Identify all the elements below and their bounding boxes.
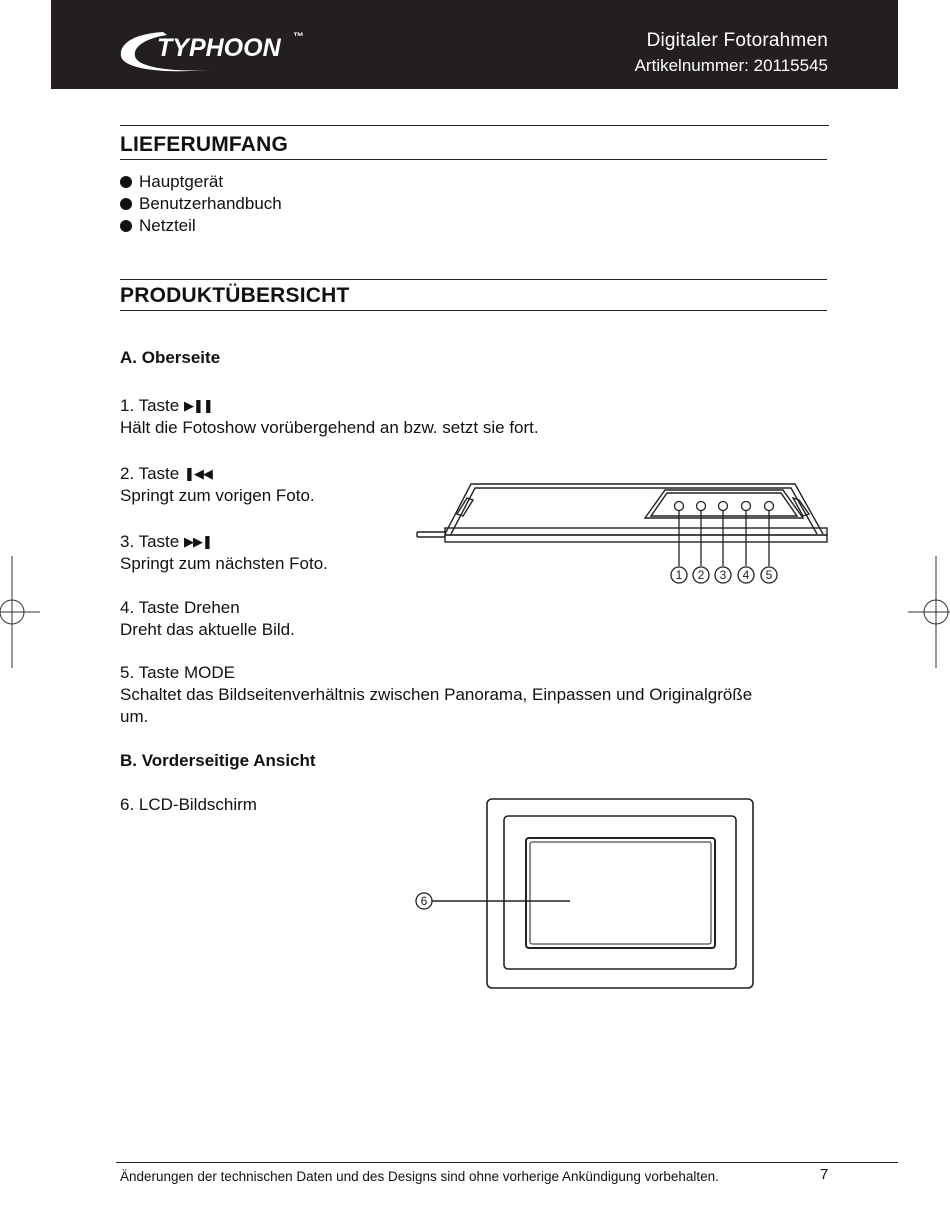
list-item: Netzteil <box>120 215 282 237</box>
item5-description: Schaltet das Bildseitenverhältnis zwischen Panorama, Einpassen und Originalgröße <box>120 685 753 704</box>
item3-description: Springt zum nächsten Foto. <box>120 554 328 573</box>
list-item: Hauptgerät <box>120 171 282 193</box>
produktuebersicht-heading: PRODUKTÜBERSICHT <box>120 284 350 307</box>
item1-description: Hält die Fotoshow vorübergehend an bzw. setzt sie fort. <box>120 418 539 437</box>
callout-3: 3 <box>719 568 727 582</box>
registration-mark-left <box>0 556 40 668</box>
front-view-diagram <box>412 796 758 992</box>
callout-2: 2 <box>697 568 705 582</box>
registration-mark-right <box>908 556 950 668</box>
item2-title: 2. Taste ❚◀◀ <box>120 464 212 483</box>
previous-icon: ❚◀◀ <box>183 466 212 481</box>
top-view-diagram <box>415 478 835 588</box>
item4-description: Dreht das aktuelle Bild. <box>120 620 295 639</box>
page-number: 7 <box>820 1166 829 1183</box>
item1-title: 1. Taste ▶❚❚ <box>120 396 213 415</box>
item6-title: 6. LCD-Bildschirm <box>120 795 257 814</box>
footer-rule <box>116 1162 898 1163</box>
next-icon: ▶▶❚ <box>183 534 212 549</box>
section-a-heading: A. Oberseite <box>120 348 221 367</box>
section-rule-bottom <box>120 310 827 311</box>
bullet-icon <box>120 176 132 188</box>
callout-1: 1 <box>675 568 683 582</box>
delivery-list <box>120 171 282 237</box>
callout-5: 5 <box>765 568 773 582</box>
lieferumfang-heading: LIEFERUMFANG <box>120 133 289 156</box>
article-number: Artikelnummer: 20115545 <box>634 56 828 75</box>
bullet-icon <box>120 220 132 232</box>
section-rule-top <box>120 279 827 280</box>
section-rule-bottom <box>120 159 827 160</box>
bullet-icon <box>120 198 132 210</box>
list-item: Benutzerhandbuch <box>120 193 282 215</box>
header-bar <box>51 0 898 89</box>
item5-title: 5. Taste MODE <box>120 663 235 682</box>
callout-6: 6 <box>420 894 428 908</box>
section-rule-top <box>120 125 829 126</box>
svg-text:TYPHOON: TYPHOON <box>157 34 281 62</box>
product-title: Digitaler Fotorahmen <box>646 30 828 51</box>
item4-title: 4. Taste Drehen <box>120 598 240 617</box>
item3-title: 3. Taste ▶▶❚ <box>120 532 212 551</box>
svg-text:™: ™ <box>293 31 304 43</box>
typhoon-logo <box>117 26 312 76</box>
play-pause-icon: ▶❚❚ <box>183 398 213 413</box>
footer-note: Änderungen der technischen Daten und des Designs sind ohne vorherige Ankündigung vorbehalten. <box>120 1169 719 1184</box>
item2-description: Springt zum vorigen Foto. <box>120 486 315 505</box>
callout-4: 4 <box>742 568 750 582</box>
section-b-heading: B. Vorderseitige Ansicht <box>120 751 316 770</box>
item5-description-cont: um. <box>120 707 149 726</box>
